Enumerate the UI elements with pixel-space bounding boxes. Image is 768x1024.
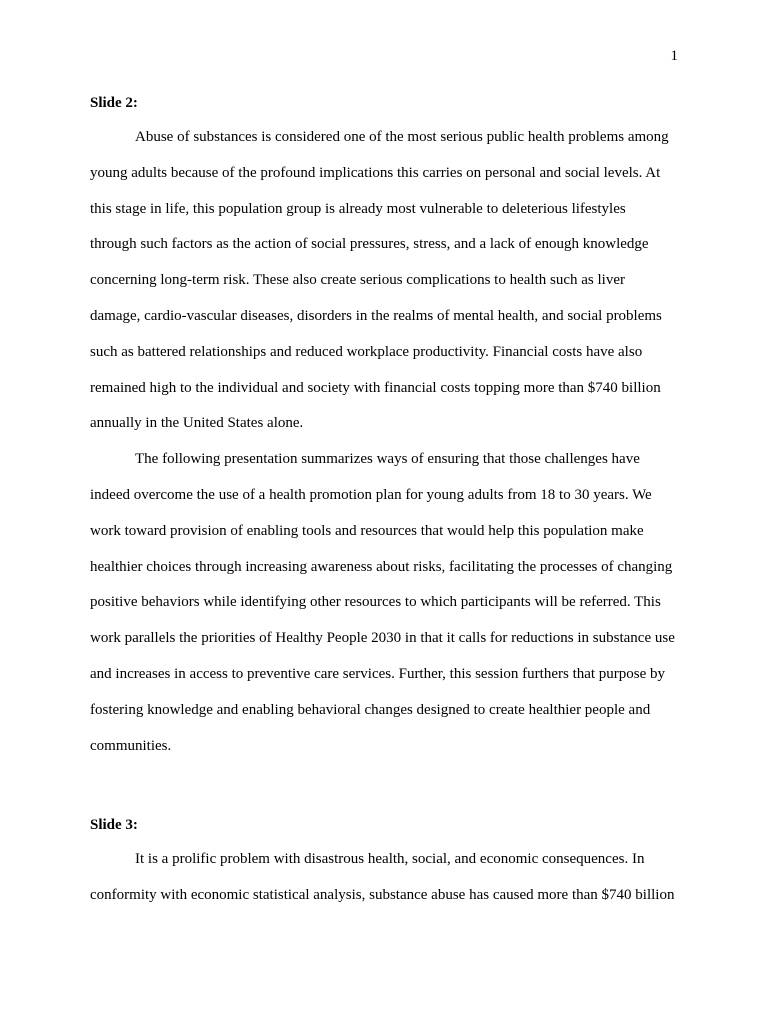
slide-2-heading: Slide 2: — [90, 95, 138, 111]
paragraph-line: The following presentation summarizes ways of ensuring that those challenges have — [135, 451, 640, 468]
paragraph-line: communities. — [90, 737, 172, 754]
paragraph-line: annually in the United States alone. — [90, 415, 304, 432]
paragraph-line: fostering knowledge and enabling behavioral changes designed to create healthier people and — [90, 701, 651, 718]
paragraph-line: concerning long-term risk. These also create serious complications to health such as liver — [90, 272, 625, 289]
paragraph-line: It is a prolific problem with disastrous health, social, and economic consequences. In — [135, 851, 645, 868]
paragraph-line: and increases in access to preventive care services. Further, this session furthers that purpose by — [90, 665, 666, 682]
paragraph-line: Abuse of substances is considered one of the most serious public health problems among — [135, 129, 669, 145]
paragraph-line: conformity with economic statistical analysis, substance abuse has caused more than $740 billion — [90, 887, 675, 904]
paragraph-line: damage, cardio-vascular diseases, disorders in the realms of mental health, and social problems — [90, 307, 662, 324]
paragraph-line: this stage in life, this population group is already most vulnerable to deleterious lifestyles — [90, 200, 626, 217]
paragraph-line: work toward provision of enabling tools and resources that would help this population make — [90, 522, 644, 539]
paragraph-line: such as battered relationships and reduced workplace productivity. Financial costs have also — [90, 343, 643, 360]
page-number: 1 — [670, 48, 678, 64]
document-body — [90, 92, 680, 914]
paragraph-line: positive behaviors while identifying other resources to which participants will be referred. This — [90, 594, 661, 611]
paragraph-line: indeed overcome the use of a health promotion plan for young adults from 18 to 30 years. We — [90, 486, 652, 503]
slide-2-paragraph-2 — [90, 442, 680, 764]
paragraph-line: through such factors as the action of social pressures, stress, and a lack of enough knowledge — [90, 236, 649, 253]
paragraph-line: healthier choices through increasing awareness about risks, facilitating the processes of changing — [90, 558, 673, 575]
paragraph-line: work parallels the priorities of Healthy People 2030 in that it calls for reductions in substance use — [90, 630, 675, 647]
paragraph-line: remained high to the individual and society with financial costs topping more than $740 billion — [90, 379, 661, 396]
paragraph-line: young adults because of the profound implications this carries on personal and social levels. At — [90, 164, 661, 181]
slide-3-heading: Slide 3: — [90, 817, 138, 834]
slide-2-paragraph-1 — [90, 120, 680, 442]
slide-3-paragraph-1 — [90, 842, 680, 914]
